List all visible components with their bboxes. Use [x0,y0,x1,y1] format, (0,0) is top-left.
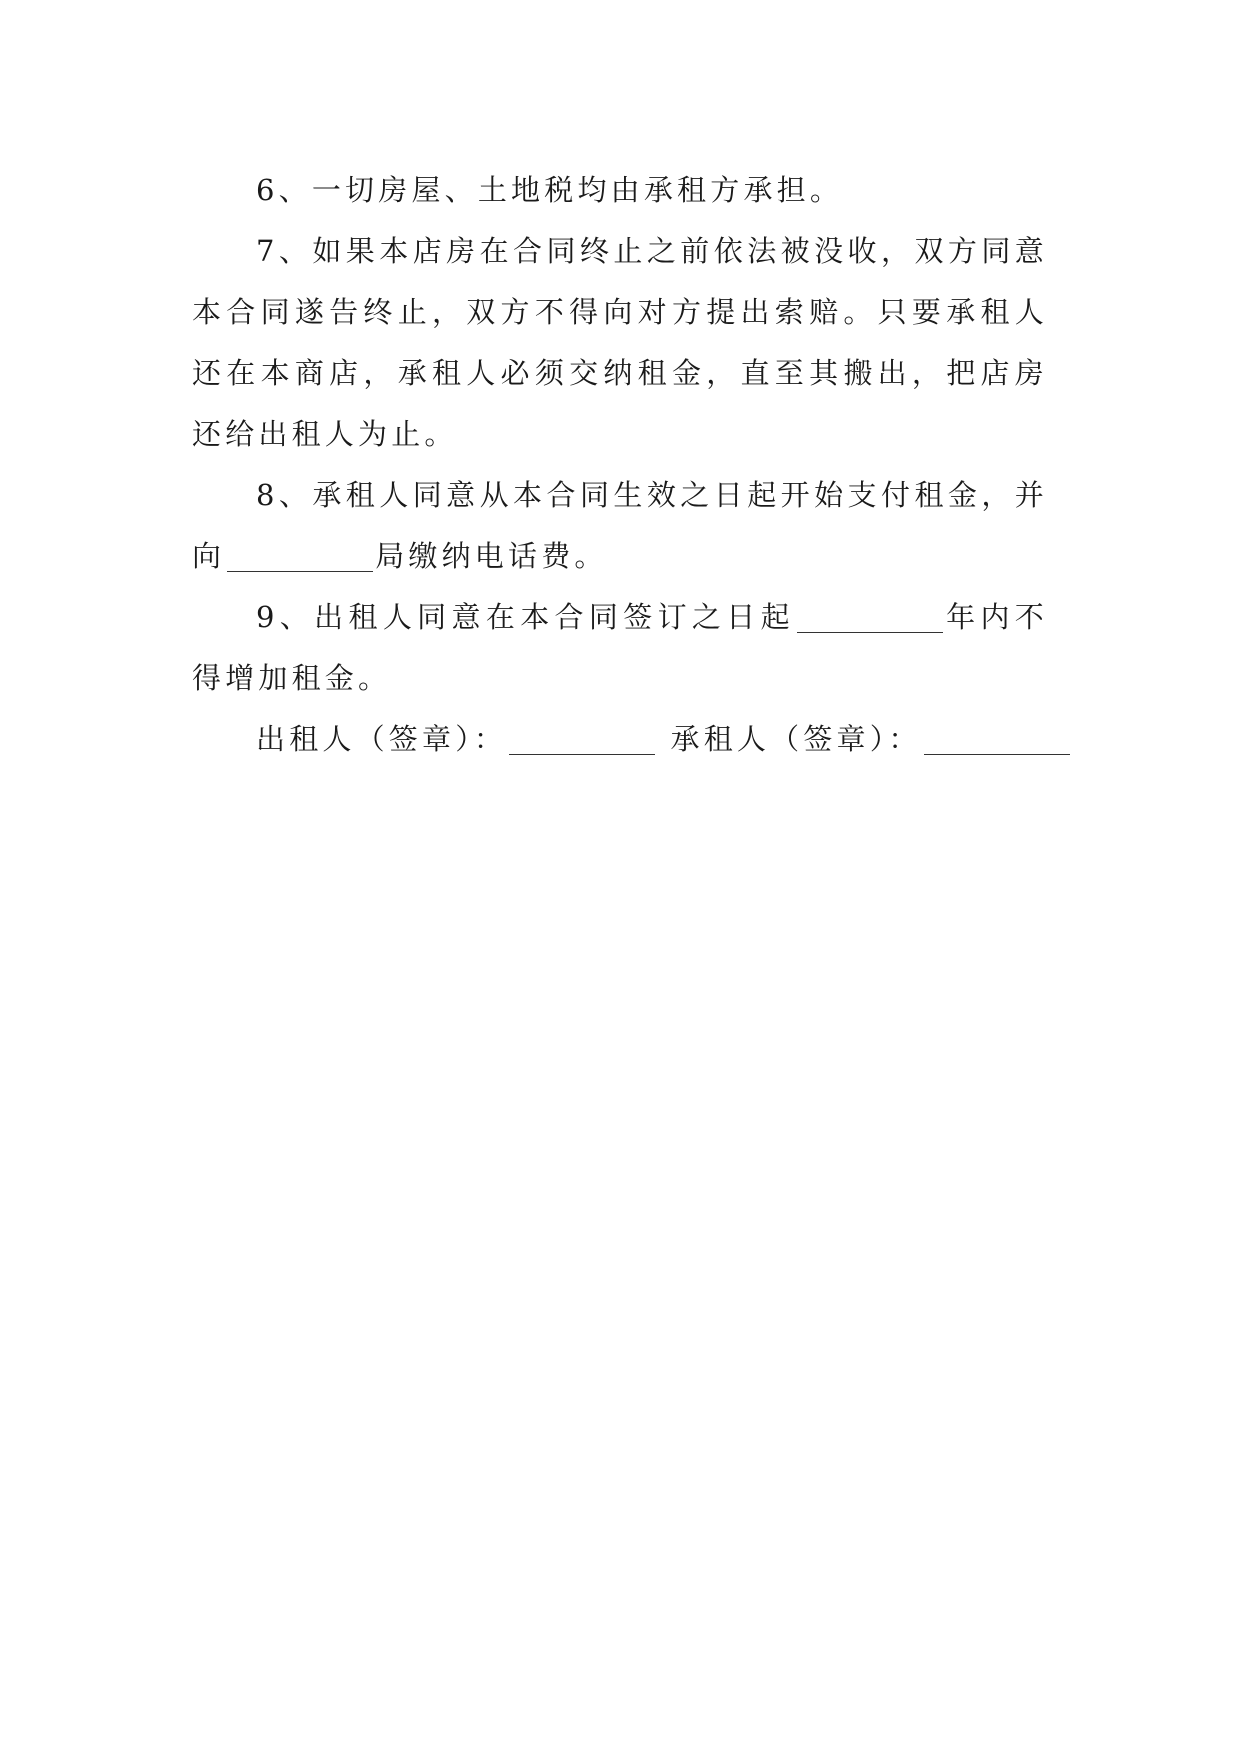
rent-freeze-years-blank [797,598,943,633]
document-page [192,160,1048,770]
clause-9-text-before: 9、出租人同意在本合同签订之日起 [256,600,795,634]
lessor-signature-label: 出租人（签章）： [256,722,508,756]
lessor-signature-blank [509,720,655,755]
clause-8 [192,465,1048,587]
clause-9-text-after: 年内不得增加租金。 [192,600,1049,695]
lessee-signature-blank [924,720,1070,755]
clause-7: 7、如果本店房在合同终止之前依法被没收，双方同意本合同遂告终止，双方不得向对方提出索赔。只要承租人还在本商店，承租人必须交纳租金，直至其搬出，把店房还给出租人为止。 [192,234,1048,451]
telephone-bureau-blank [227,537,373,572]
signature-row [192,709,1048,770]
clause-8-text-after: 局缴纳电话费。 [375,539,608,573]
clause-8-text-before: 8、承租人同意从本合同生效之日起开始支付租金，并向 [192,478,1048,573]
lessee-signature-label: 承租人（签章）： [670,722,922,756]
clause-9 [192,587,1048,709]
clause-6: 6、一切房屋、土地税均由承租方承担。 [256,173,844,207]
